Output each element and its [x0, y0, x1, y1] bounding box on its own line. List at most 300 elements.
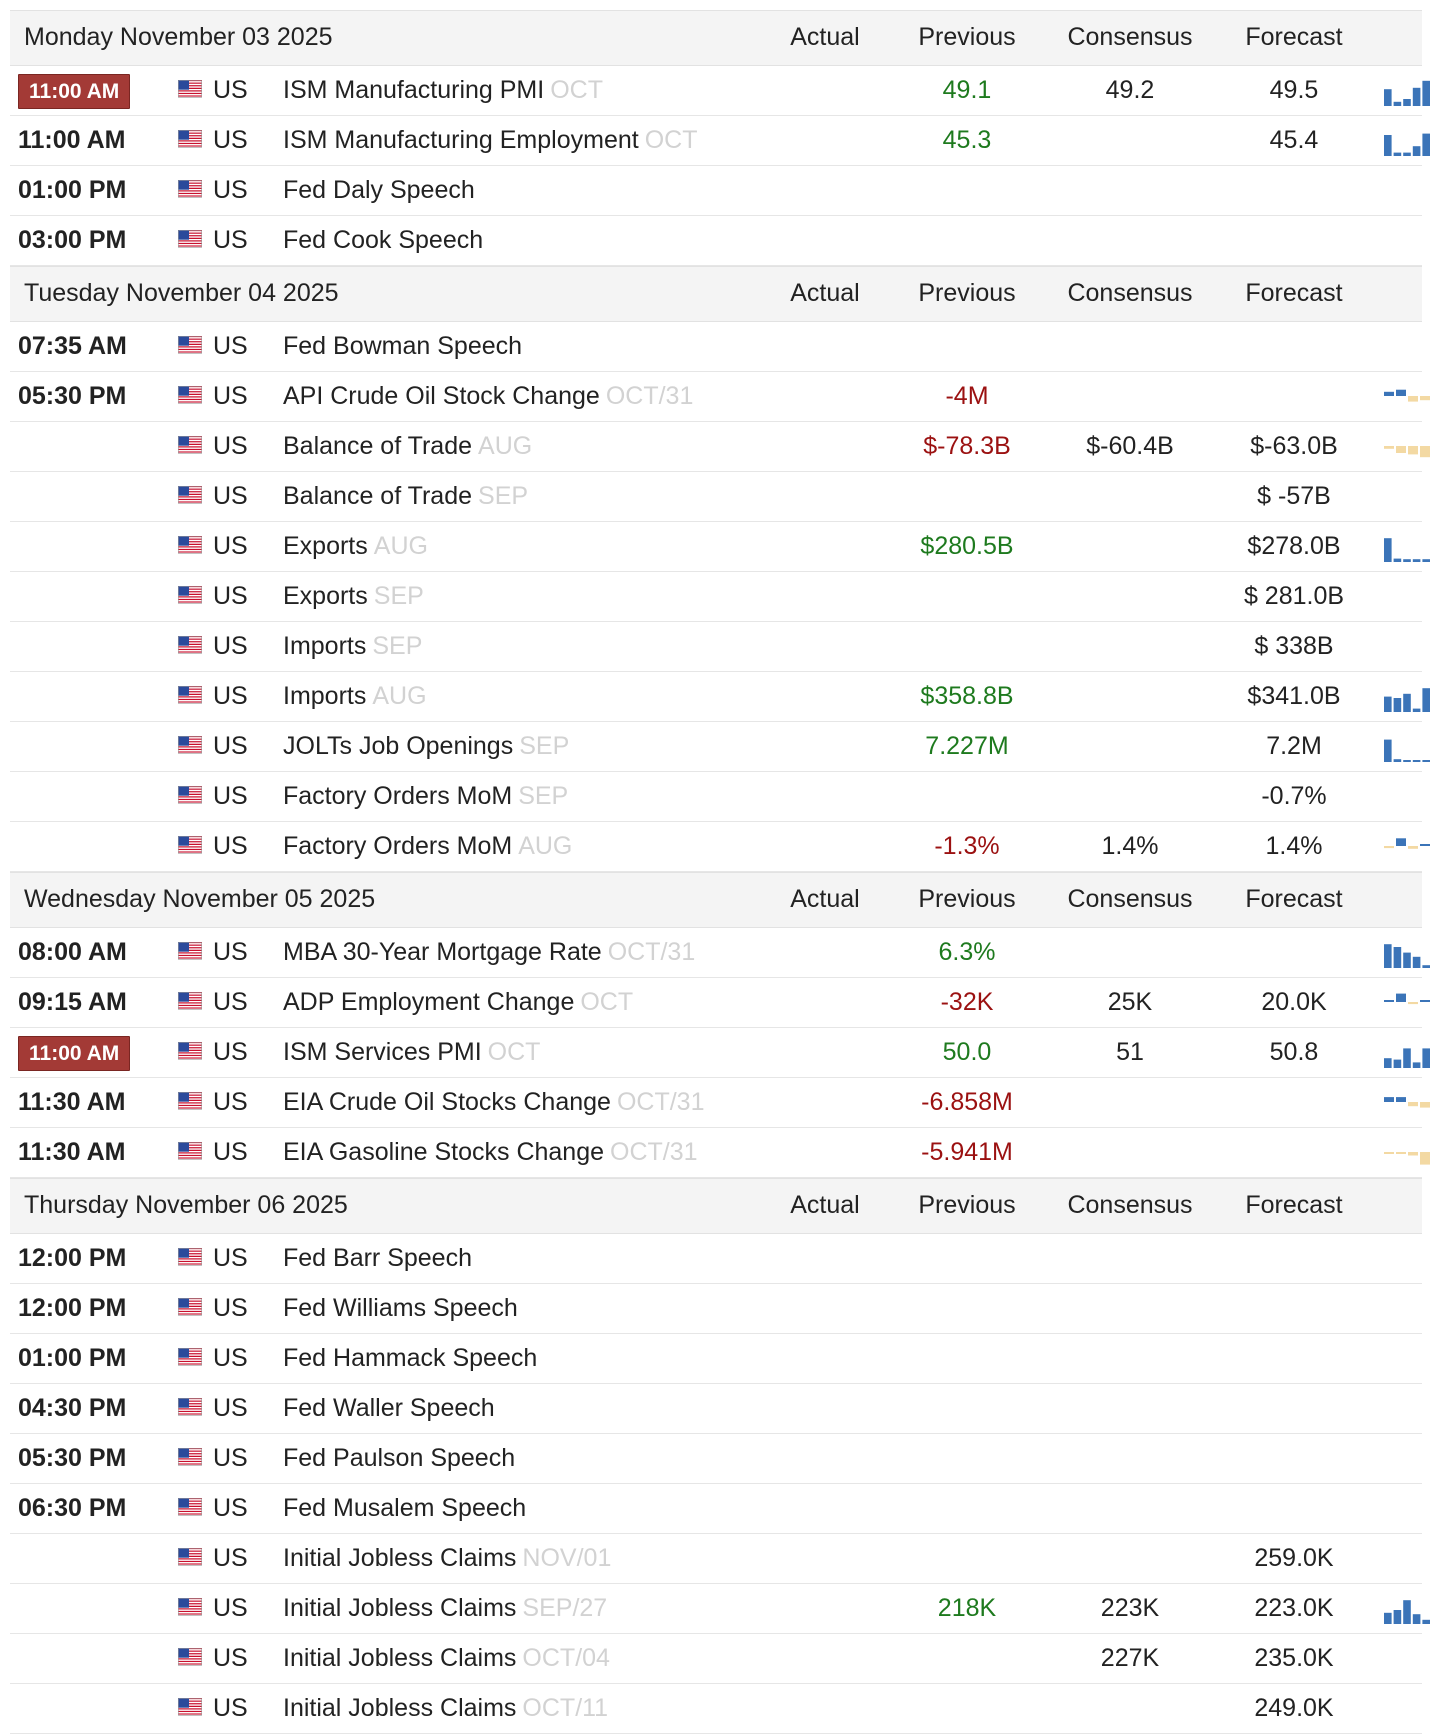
event-row[interactable] — [10, 1434, 1422, 1484]
event-time: 11:30 AM — [18, 1088, 126, 1116]
event-name-link[interactable] — [283, 166, 475, 215]
country-code: US — [213, 832, 248, 860]
event-time: 05:30 PM — [18, 1444, 127, 1472]
forecast-value: 235.0K — [1254, 1644, 1334, 1672]
forecast-value: 1.4% — [1265, 832, 1323, 860]
sparkline-bar — [1422, 81, 1430, 106]
sparkline-bar — [1413, 957, 1421, 968]
previous-value: 6.3% — [938, 938, 996, 966]
event-name[interactable]: Fed Musalem Speech — [283, 1494, 527, 1522]
column-header-forecast: Forecast — [1245, 1191, 1343, 1219]
sparkline-bar — [1384, 538, 1392, 562]
sparkline-bar — [1384, 1058, 1392, 1068]
reference-period: OCT/31 — [605, 382, 694, 410]
event-name[interactable]: Imports — [283, 632, 367, 660]
event-name-link[interactable] — [283, 422, 532, 471]
sparkline-bar — [1396, 1097, 1406, 1102]
event-row[interactable] — [10, 472, 1422, 522]
us-flag-icon — [178, 942, 202, 960]
country-code: US — [213, 432, 248, 460]
sparkline-bar — [1384, 1613, 1392, 1624]
event-name-link[interactable] — [283, 1284, 518, 1333]
event-name[interactable]: ISM Services PMI — [283, 1038, 482, 1066]
event-name-link[interactable] — [283, 928, 695, 977]
forecast-value: $ 281.0B — [1243, 582, 1345, 610]
us-flag-icon — [178, 536, 202, 554]
sparkline-bar — [1420, 446, 1430, 457]
sparkline-bar — [1394, 947, 1402, 968]
sparkline-bar — [1396, 1152, 1406, 1154]
sparkline-bar — [1413, 146, 1421, 156]
sparkline-chart[interactable] — [1384, 1038, 1430, 1068]
country-code: US — [213, 176, 248, 204]
event-name[interactable]: JOLTs Job Openings — [283, 732, 514, 760]
sparkline-bar — [1422, 1048, 1430, 1068]
reference-period: AUG — [372, 682, 427, 710]
event-row[interactable] — [10, 1028, 1422, 1078]
us-flag-icon — [178, 336, 202, 354]
reference-period: SEP — [373, 582, 424, 610]
consensus-value: 227K — [1100, 1644, 1160, 1672]
sparkline-bar — [1403, 1048, 1411, 1068]
country-code: US — [213, 1088, 248, 1116]
forecast-value: 223.0K — [1254, 1594, 1334, 1622]
sparkline-chart[interactable] — [1384, 1138, 1430, 1168]
event-name[interactable]: Factory Orders MoM — [283, 832, 513, 860]
country-code: US — [213, 1138, 248, 1166]
reference-period: OCT/11 — [522, 1694, 609, 1722]
event-name-link[interactable] — [283, 116, 697, 165]
forecast-value: 259.0K — [1254, 1544, 1334, 1572]
event-name[interactable]: MBA 30-Year Mortgage Rate — [283, 938, 602, 966]
event-name-link[interactable] — [283, 572, 424, 621]
previous-value: $358.8B — [920, 682, 1014, 710]
sparkline-bar — [1420, 1152, 1430, 1165]
sparkline-chart[interactable] — [1384, 682, 1430, 712]
us-flag-icon — [178, 736, 202, 754]
forecast-value: 7.2M — [1266, 732, 1322, 760]
event-name[interactable]: Factory Orders MoM — [283, 782, 513, 810]
event-row[interactable] — [10, 1684, 1422, 1734]
sparkline-bar — [1394, 1610, 1402, 1624]
country-code: US — [213, 1394, 248, 1422]
event-row[interactable] — [10, 1534, 1422, 1584]
sparkline-bar — [1384, 740, 1392, 762]
reference-period: AUG — [518, 832, 573, 860]
event-name-link[interactable] — [283, 978, 633, 1027]
event-row[interactable] — [10, 422, 1422, 472]
country-code: US — [213, 732, 248, 760]
forecast-value: 45.4 — [1269, 126, 1319, 154]
economic-calendar-table — [10, 10, 1422, 1734]
sparkline-bar — [1384, 944, 1392, 968]
country-code: US — [213, 1694, 248, 1722]
sparkline-bar — [1422, 965, 1430, 968]
event-name[interactable]: Exports — [283, 582, 368, 610]
country-code: US — [213, 582, 248, 610]
event-name-link[interactable] — [283, 1234, 472, 1283]
day-header — [10, 266, 1422, 322]
sparkline-bar — [1394, 559, 1402, 562]
event-name-link[interactable] — [283, 822, 572, 871]
previous-value: 49.1 — [942, 76, 992, 104]
sparkline-bar — [1384, 392, 1394, 396]
previous-value: -6.858M — [921, 1088, 1013, 1116]
country-code: US — [213, 682, 248, 710]
sparkline-bar — [1384, 697, 1392, 712]
sparkline-bar — [1408, 396, 1418, 402]
event-row[interactable] — [10, 1584, 1422, 1634]
day-title: Wednesday November 05 2025 — [24, 885, 376, 913]
event-name-link[interactable] — [283, 216, 483, 265]
previous-value: $280.5B — [920, 532, 1014, 560]
sparkline-chart[interactable] — [1384, 126, 1430, 156]
column-header-actual: Actual — [790, 23, 860, 51]
sparkline-bar — [1420, 1102, 1430, 1108]
forecast-value: $ -57B — [1257, 482, 1331, 510]
event-time: 05:30 PM — [18, 382, 127, 410]
us-flag-icon — [178, 586, 202, 604]
previous-value: 218K — [937, 1594, 997, 1622]
country-code: US — [213, 1644, 248, 1672]
reference-period: OCT/31 — [616, 1088, 705, 1116]
event-name[interactable]: Exports — [283, 532, 368, 560]
event-row[interactable] — [10, 1634, 1422, 1684]
column-header-previous: Previous — [918, 1191, 1016, 1219]
event-row[interactable] — [10, 978, 1422, 1028]
country-code: US — [213, 1294, 248, 1322]
event-name-link[interactable] — [283, 772, 568, 821]
reference-period: OCT/31 — [607, 938, 696, 966]
sparkline-bar — [1396, 446, 1406, 453]
event-row[interactable] — [10, 1284, 1422, 1334]
event-name-link[interactable] — [283, 1634, 610, 1683]
event-row[interactable] — [10, 622, 1422, 672]
sparkline-bar — [1396, 994, 1406, 1002]
us-flag-icon — [178, 1042, 202, 1060]
sparkline-bar — [1403, 153, 1411, 156]
sparkline-bar — [1413, 760, 1421, 762]
reference-period: NOV/01 — [522, 1544, 612, 1572]
day-title: Monday November 03 2025 — [24, 23, 333, 51]
sparkline-bar — [1408, 846, 1418, 849]
event-name[interactable]: Initial Jobless Claims — [283, 1694, 517, 1722]
day-header — [10, 10, 1422, 66]
consensus-value: 49.2 — [1105, 76, 1155, 104]
sparkline-bar — [1384, 89, 1392, 106]
reference-period: SEP — [372, 632, 423, 660]
reference-period: AUG — [373, 532, 428, 560]
country-code: US — [213, 1444, 248, 1472]
event-name[interactable]: Fed Cook Speech — [283, 226, 484, 254]
day-header — [10, 872, 1422, 928]
event-name-link[interactable] — [283, 1684, 608, 1733]
event-name-link[interactable] — [283, 1128, 698, 1177]
us-flag-icon — [178, 1648, 202, 1666]
consensus-value: $-60.4B — [1086, 432, 1174, 460]
sparkline-bar — [1422, 760, 1430, 762]
sparkline-bar — [1422, 134, 1430, 156]
us-flag-icon — [178, 436, 202, 454]
day-title: Thursday November 06 2025 — [24, 1191, 348, 1219]
us-flag-icon — [178, 1448, 202, 1466]
event-name-link[interactable] — [283, 622, 422, 671]
previous-value: $-78.3B — [923, 432, 1011, 460]
event-name-link[interactable] — [283, 1484, 526, 1533]
event-time: 01:00 PM — [18, 176, 127, 204]
us-flag-icon — [178, 130, 202, 148]
event-row[interactable] — [10, 216, 1422, 266]
sparkline-bar — [1420, 396, 1430, 400]
event-row[interactable] — [10, 1384, 1422, 1434]
event-name[interactable]: Fed Waller Speech — [283, 1394, 495, 1422]
sparkline-bar — [1422, 688, 1430, 712]
event-time: 01:00 PM — [18, 1344, 127, 1372]
column-header-consensus: Consensus — [1067, 23, 1193, 51]
reference-period: SEP — [518, 782, 569, 810]
us-flag-icon — [178, 636, 202, 654]
previous-value: 7.227M — [925, 732, 1009, 760]
event-name-link[interactable] — [283, 522, 428, 571]
sparkline-bar — [1394, 153, 1402, 156]
us-flag-icon — [178, 180, 202, 198]
sparkline-bar — [1403, 1600, 1411, 1624]
event-time: 11:00 AM — [18, 1036, 130, 1071]
us-flag-icon — [178, 1298, 202, 1316]
sparkline-chart[interactable] — [1384, 382, 1430, 412]
event-row[interactable] — [10, 1078, 1422, 1128]
event-row[interactable] — [10, 772, 1422, 822]
reference-period: OCT/31 — [610, 1138, 698, 1166]
event-time: 06:30 PM — [18, 1494, 127, 1522]
event-name[interactable]: Initial Jobless Claims — [283, 1544, 517, 1572]
event-time: 12:00 PM — [18, 1294, 127, 1322]
sparkline-bar — [1422, 1620, 1430, 1624]
column-header-previous: Previous — [918, 885, 1016, 913]
us-flag-icon — [178, 1598, 202, 1616]
event-time: 09:15 AM — [18, 988, 127, 1016]
event-row[interactable] — [10, 1234, 1422, 1284]
country-code: US — [213, 1038, 248, 1066]
event-time: 12:00 PM — [18, 1244, 127, 1272]
forecast-value: $341.0B — [1247, 682, 1341, 710]
event-name-link[interactable] — [283, 1028, 540, 1077]
event-name[interactable]: Fed Williams Speech — [283, 1294, 518, 1322]
sparkline-bar — [1408, 1152, 1418, 1156]
event-name-link[interactable] — [283, 66, 603, 115]
sparkline-bar — [1408, 1102, 1418, 1106]
forecast-value: 50.8 — [1269, 1038, 1319, 1066]
sparkline-bar — [1384, 135, 1392, 156]
event-name-link[interactable] — [283, 722, 569, 771]
country-code: US — [213, 382, 248, 410]
us-flag-icon — [178, 1398, 202, 1416]
event-name[interactable]: Initial Jobless Claims — [283, 1594, 517, 1622]
column-header-actual: Actual — [790, 1191, 860, 1219]
sparkline-chart[interactable] — [1384, 1088, 1430, 1118]
event-row[interactable] — [10, 166, 1422, 216]
event-name-link[interactable] — [283, 1078, 704, 1127]
sparkline-bar — [1413, 1614, 1421, 1624]
column-header-forecast: Forecast — [1245, 885, 1343, 913]
event-name[interactable]: Fed Paulson Speech — [283, 1444, 516, 1472]
us-flag-icon — [178, 1498, 202, 1516]
country-code: US — [213, 1344, 248, 1372]
country-code: US — [213, 126, 248, 154]
event-name[interactable]: Fed Barr Speech — [283, 1244, 472, 1272]
country-code: US — [213, 1494, 248, 1522]
event-name[interactable]: Imports — [283, 682, 367, 710]
event-name[interactable]: Initial Jobless Claims — [283, 1644, 517, 1672]
column-header-forecast: Forecast — [1245, 23, 1343, 51]
sparkline-bar — [1403, 99, 1411, 106]
event-name[interactable]: ADP Employment Change — [283, 988, 575, 1016]
event-row[interactable] — [10, 1128, 1422, 1178]
day-title: Tuesday November 04 2025 — [24, 279, 339, 307]
day-header — [10, 1178, 1422, 1234]
reference-period: SEP/27 — [522, 1594, 608, 1622]
event-time: 11:30 AM — [18, 1138, 126, 1166]
sparkline-bar — [1384, 846, 1394, 848]
column-header-previous: Previous — [918, 23, 1016, 51]
event-row[interactable] — [10, 572, 1422, 622]
sparkline-bar — [1394, 759, 1402, 762]
previous-value: -1.3% — [934, 832, 1000, 860]
event-row[interactable] — [10, 1484, 1422, 1534]
event-name[interactable]: EIA Gasoline Stocks Change — [283, 1138, 605, 1166]
country-code: US — [213, 938, 248, 966]
us-flag-icon — [178, 836, 202, 854]
sparkline-bar — [1413, 559, 1421, 562]
sparkline-bar — [1394, 1060, 1402, 1068]
forecast-value: $278.0B — [1247, 532, 1341, 560]
event-row[interactable] — [10, 522, 1422, 572]
country-code: US — [213, 532, 248, 560]
sparkline-chart[interactable] — [1384, 432, 1430, 462]
us-flag-icon — [178, 1698, 202, 1716]
event-name[interactable]: EIA Crude Oil Stocks Change — [283, 1088, 611, 1116]
event-time: 07:35 AM — [18, 332, 127, 360]
event-name[interactable]: Fed Bowman Speech — [283, 332, 523, 360]
event-name[interactable]: ISM Manufacturing PMI — [283, 76, 545, 104]
reference-period: OCT — [644, 126, 698, 154]
previous-value: -32K — [940, 988, 994, 1016]
sparkline-bar — [1408, 1002, 1418, 1004]
event-row[interactable] — [10, 372, 1422, 422]
country-code: US — [213, 482, 248, 510]
event-name[interactable]: Fed Daly Speech — [283, 176, 475, 204]
sparkline-bar — [1422, 559, 1430, 562]
event-time: 11:00 AM — [18, 74, 130, 109]
country-code: US — [213, 632, 248, 660]
column-header-previous: Previous — [918, 279, 1016, 307]
sparkline-bar — [1403, 760, 1411, 762]
event-name[interactable]: Fed Hammack Speech — [283, 1344, 538, 1372]
event-row[interactable] — [10, 722, 1422, 772]
event-name-link[interactable] — [283, 1534, 611, 1583]
sparkline-chart[interactable] — [1384, 76, 1430, 106]
event-name[interactable]: API Crude Oil Stock Change — [283, 382, 600, 410]
forecast-value: 20.0K — [1261, 988, 1327, 1016]
sparkline-bar — [1396, 390, 1406, 396]
sparkline-chart[interactable] — [1384, 532, 1430, 562]
event-row[interactable] — [10, 672, 1422, 722]
sparkline-chart[interactable] — [1384, 938, 1430, 968]
sparkline-chart[interactable] — [1384, 988, 1430, 1018]
sparkline-chart[interactable] — [1384, 1594, 1430, 1624]
event-row[interactable] — [10, 822, 1422, 872]
us-flag-icon — [178, 1548, 202, 1566]
reference-period: SEP — [478, 482, 529, 510]
us-flag-icon — [178, 230, 202, 248]
sparkline-bar — [1413, 88, 1421, 106]
event-row[interactable] — [10, 1334, 1422, 1384]
column-header-consensus: Consensus — [1067, 885, 1193, 913]
previous-value: -4M — [945, 382, 989, 410]
event-name[interactable]: Balance of Trade — [283, 432, 473, 460]
us-flag-icon — [178, 686, 202, 704]
event-name[interactable]: Balance of Trade — [283, 482, 473, 510]
event-name-link[interactable] — [283, 1584, 607, 1633]
sparkline-chart[interactable] — [1384, 732, 1430, 762]
sparkline-bar — [1384, 1152, 1394, 1154]
event-time: 04:30 PM — [18, 1394, 127, 1422]
reference-period: AUG — [478, 432, 533, 460]
event-row[interactable] — [10, 322, 1422, 372]
consensus-value: 1.4% — [1101, 832, 1159, 860]
consensus-value: 223K — [1100, 1594, 1160, 1622]
event-name-link[interactable] — [283, 672, 427, 721]
sparkline-chart[interactable] — [1384, 832, 1430, 862]
us-flag-icon — [178, 1092, 202, 1110]
event-name-link[interactable] — [283, 472, 528, 521]
us-flag-icon — [178, 486, 202, 504]
us-flag-icon — [178, 786, 202, 804]
event-row[interactable] — [10, 116, 1422, 166]
event-time: 11:00 AM — [18, 126, 126, 154]
column-header-actual: Actual — [790, 885, 860, 913]
event-name-link[interactable] — [283, 1434, 515, 1483]
country-code: US — [213, 76, 248, 104]
sparkline-bar — [1394, 102, 1402, 106]
event-row[interactable] — [10, 928, 1422, 978]
sparkline-bar — [1403, 559, 1411, 562]
event-name[interactable]: ISM Manufacturing Employment — [283, 126, 639, 154]
sparkline-bar — [1420, 844, 1430, 846]
sparkline-bar — [1403, 953, 1411, 968]
country-code: US — [213, 782, 248, 810]
us-flag-icon — [178, 1248, 202, 1266]
sparkline-bar — [1413, 709, 1421, 712]
event-name-link[interactable] — [283, 1384, 495, 1433]
country-code: US — [213, 1594, 248, 1622]
country-code: US — [213, 1544, 248, 1572]
sparkline-bar — [1413, 1062, 1421, 1068]
event-name-link[interactable] — [283, 372, 693, 421]
event-name-link[interactable] — [283, 322, 522, 371]
sparkline-bar — [1384, 1097, 1394, 1102]
previous-value: 50.0 — [942, 1038, 992, 1066]
forecast-value: 49.5 — [1269, 76, 1319, 104]
consensus-value: 25K — [1107, 988, 1153, 1016]
sparkline-bar — [1396, 838, 1406, 846]
event-name-link[interactable] — [283, 1334, 537, 1383]
country-code: US — [213, 226, 248, 254]
column-header-forecast: Forecast — [1245, 279, 1343, 307]
us-flag-icon — [178, 1348, 202, 1366]
event-row[interactable] — [10, 66, 1422, 116]
country-code: US — [213, 988, 248, 1016]
